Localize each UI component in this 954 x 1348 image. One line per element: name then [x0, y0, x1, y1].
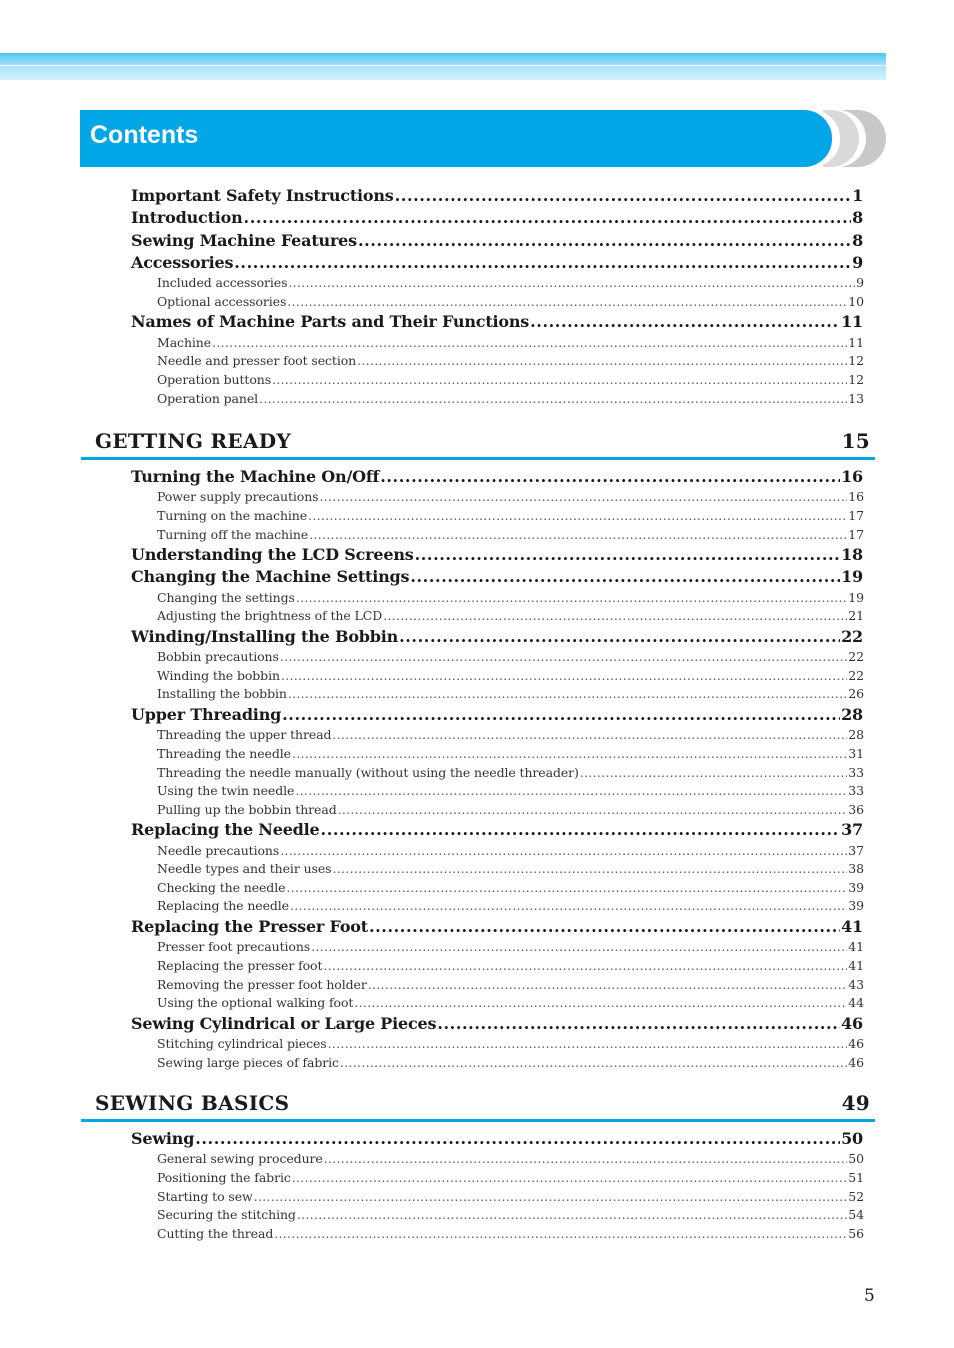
toc-leader-dots — [530, 312, 840, 331]
toc-entry-label: Replacing the needle — [157, 898, 289, 914]
toc-entry-page: 28 — [848, 727, 864, 743]
toc-entry-page: 18 — [841, 545, 863, 565]
toc-entry-page: 33 — [848, 783, 864, 799]
toc-sub-entry[interactable] — [157, 294, 864, 309]
toc-entry-page: 31 — [848, 745, 864, 761]
toc-entry-page: 17 — [848, 507, 864, 523]
toc-entry-label: Turning the Machine On/Off — [131, 467, 380, 486]
toc-entry-page: 43 — [848, 976, 864, 992]
toc-entry-page: 22 — [848, 667, 864, 683]
toc-entry-label: Starting to sew — [157, 1188, 253, 1204]
toc-entry-label: Removing the presser foot holder — [157, 976, 367, 992]
toc-entry-label: Bobbin precautions — [157, 649, 279, 665]
toc-sub-entry[interactable] — [157, 353, 864, 368]
toc-sub-entry[interactable] — [157, 275, 864, 290]
toc-sub-entry[interactable] — [157, 686, 864, 701]
toc-main-entry[interactable] — [131, 208, 863, 227]
toc-leader-dots — [295, 783, 847, 798]
toc-leader-dots — [357, 353, 847, 368]
toc-leader-dots — [282, 705, 840, 724]
toc-leader-dots — [399, 627, 840, 646]
toc-leader-dots — [580, 765, 847, 780]
toc-entry-page: 10 — [848, 293, 864, 309]
toc-entry-label: Upper Threading — [131, 705, 282, 724]
toc-entry-label: Power supply precautions — [157, 489, 319, 505]
toc-leader-dots — [292, 746, 847, 761]
toc-sub-entry[interactable] — [157, 1055, 864, 1070]
toc-leader-dots — [244, 208, 852, 227]
toc-entry-page: 19 — [848, 589, 864, 605]
toc-entry-page: 46 — [841, 1013, 863, 1033]
toc-sub-entry[interactable] — [157, 802, 864, 817]
toc-entry-label: Machine — [157, 334, 212, 350]
toc-entry-page: 11 — [841, 312, 863, 332]
toc-entry-label: Optional accessories — [157, 293, 287, 309]
toc-entry-label: Changing the settings — [157, 589, 295, 605]
toc-entry-label: Replacing the presser foot — [157, 957, 323, 973]
toc-entry-label: Pulling up the bobbin thread — [157, 801, 337, 817]
toc-entry-label: Winding/Installing the Bobbin — [131, 626, 399, 646]
toc-entry-label: Understanding the LCD Screens — [131, 545, 414, 565]
toc-leader-dots — [323, 958, 847, 973]
toc-main-entry[interactable] — [131, 186, 863, 205]
toc-leader-dots — [383, 608, 847, 623]
toc-leader-dots — [369, 917, 840, 936]
toc-entry-page: 16 — [848, 489, 864, 505]
toc-leader-dots — [328, 1036, 848, 1051]
toc-sub-entry[interactable] — [157, 977, 864, 992]
toc-entry-page: 39 — [848, 879, 864, 895]
toc-leader-dots — [288, 686, 847, 701]
toc-main-entry[interactable] — [131, 627, 863, 646]
toc-entry-label: Using the twin needle — [157, 783, 295, 799]
toc-sub-entry[interactable] — [157, 939, 864, 954]
toc-main-entry[interactable] — [131, 705, 863, 724]
toc-entry-label: Needle and presser foot section — [157, 353, 357, 369]
toc-sub-entry[interactable] — [157, 649, 864, 664]
page-title: Contents — [90, 121, 199, 149]
toc-entry-label: Positioning the fabric — [157, 1169, 291, 1185]
toc-main-entry[interactable] — [131, 917, 863, 936]
toc-leader-dots — [415, 545, 841, 564]
section-page: 49 — [841, 1091, 870, 1115]
toc-entry-label: Operation buttons — [157, 371, 272, 387]
toc-sub-entry[interactable] — [157, 608, 864, 623]
toc-main-entry[interactable] — [131, 312, 863, 331]
toc-entry-label: Changing the Machine Settings — [131, 567, 410, 587]
toc-sub-entry[interactable] — [157, 590, 864, 605]
toc-leader-dots — [280, 843, 847, 858]
toc-leader-dots — [290, 898, 847, 913]
toc-leader-dots — [254, 1189, 848, 1204]
page-number: 5 — [864, 1286, 875, 1306]
toc-entry-label: Replacing the Presser Foot — [131, 917, 368, 936]
toc-sub-entry[interactable] — [157, 391, 864, 406]
section-title: SEWING BASICS — [95, 1091, 290, 1115]
toc-entry-label: Installing the bobbin — [157, 686, 287, 702]
toc-main-entry[interactable] — [131, 1014, 863, 1033]
toc-entry-label: Important Safety Instructions — [131, 186, 394, 205]
toc-leader-dots — [212, 335, 847, 350]
toc-leader-dots — [292, 1170, 848, 1185]
toc-main-entry[interactable] — [131, 467, 863, 486]
toc-leader-dots — [368, 977, 848, 992]
toc-leader-dots — [321, 820, 841, 839]
toc-entry-page: 12 — [848, 371, 864, 387]
toc-entry-label: Threading the needle — [157, 745, 291, 761]
toc-entry-label: Securing the stitching — [157, 1207, 296, 1223]
toc-entry-page: 37 — [841, 820, 863, 840]
toc-entry-page: 21 — [848, 608, 864, 624]
toc-entry-label: Stitching cylindrical pieces — [157, 1036, 327, 1051]
toc-entry-page: 8 — [852, 208, 863, 228]
toc-main-entry[interactable] — [131, 231, 863, 250]
toc-entry-page: 16 — [841, 467, 863, 486]
toc-entry-page: 46 — [848, 1054, 864, 1070]
toc-sub-entry[interactable] — [157, 727, 864, 742]
toc-sub-entry[interactable] — [157, 958, 864, 973]
toc-entry-page: 46 — [848, 1036, 864, 1051]
section-heading[interactable] — [95, 1091, 870, 1115]
toc-leader-dots — [286, 880, 847, 895]
toc-entry-label: Cutting the thread — [157, 1225, 274, 1241]
section-rule — [81, 457, 875, 460]
section-rule — [81, 1119, 875, 1122]
toc-entry-page: 41 — [848, 957, 864, 973]
toc-leader-dots — [332, 861, 847, 876]
toc-entry-label: Turning on the machine — [157, 507, 308, 523]
toc-entry-label: Adjusting the brightness of the LCD — [157, 608, 383, 624]
toc-leader-dots — [380, 467, 840, 486]
toc-entry-page: 1 — [852, 186, 863, 205]
toc-leader-dots — [308, 508, 847, 523]
toc-entry-label: Replacing the Needle — [131, 820, 320, 840]
toc-entry-page: 17 — [848, 526, 864, 542]
toc-entry-label: Sewing — [131, 1129, 195, 1148]
toc-leader-dots — [358, 231, 851, 250]
toc-entry-page: 54 — [848, 1207, 864, 1223]
toc-entry-page: 44 — [848, 995, 864, 1011]
toc-main-entry[interactable] — [131, 545, 863, 564]
toc-main-entry[interactable] — [131, 1129, 863, 1148]
section-title: GETTING READY — [95, 429, 291, 453]
toc-sub-entry[interactable] — [157, 746, 864, 761]
toc-sub-entry[interactable] — [157, 1189, 864, 1204]
toc-entry-label: Included accessories — [157, 275, 288, 291]
toc-sub-entry[interactable] — [157, 1036, 864, 1051]
toc-entry-page: 28 — [841, 705, 863, 724]
toc-sub-entry[interactable] — [157, 1151, 864, 1166]
toc-sub-entry[interactable] — [157, 335, 864, 350]
toc-entry-label: Threading the needle manually (without using the needle threader) — [157, 764, 579, 780]
toc-entry-label: Presser foot precautions — [157, 939, 311, 955]
toc-entry-label: Introduction — [131, 208, 243, 228]
toc-sub-entry[interactable] — [157, 1226, 864, 1241]
toc-sub-entry[interactable] — [157, 668, 864, 683]
toc-entry-page: 19 — [841, 567, 863, 587]
toc-leader-dots — [288, 275, 855, 290]
toc-sub-entry[interactable] — [157, 1207, 864, 1222]
band-highlight-line — [0, 65, 886, 66]
toc-leader-dots — [281, 668, 847, 683]
toc-entry-page: 22 — [848, 649, 864, 665]
toc-entry-label: Using the optional walking foot — [157, 995, 354, 1011]
toc-leader-dots — [354, 995, 847, 1010]
toc-entry-page: 13 — [848, 390, 864, 406]
toc-entry-page: 37 — [848, 842, 864, 858]
top-decorative-band — [0, 53, 886, 80]
toc-leader-dots — [296, 590, 847, 605]
toc-entry-page: 26 — [848, 686, 864, 702]
toc-entry-page: 52 — [848, 1188, 864, 1204]
toc-entry-page: 8 — [852, 230, 863, 250]
toc-sub-entry[interactable] — [157, 372, 864, 387]
toc-leader-dots — [259, 391, 847, 406]
toc-entry-page: 9 — [856, 275, 864, 291]
toc-leader-dots — [272, 372, 847, 387]
toc-entry-page: 41 — [848, 939, 864, 955]
toc-leader-dots — [324, 1151, 848, 1166]
toc-leader-dots — [311, 939, 847, 954]
toc-entry-label: Accessories — [131, 252, 234, 272]
toc-leader-dots — [395, 186, 851, 205]
toc-leader-dots — [287, 294, 847, 309]
toc-entry-page: 56 — [848, 1225, 864, 1241]
toc-entry-label: Turning off the machine — [157, 526, 309, 542]
toc-entry-label: Needle precautions — [157, 842, 280, 858]
section-page: 15 — [841, 429, 870, 453]
toc-entry-page: 50 — [841, 1129, 863, 1148]
toc-entry-page: 41 — [841, 917, 863, 936]
toc-entry-page: 36 — [848, 801, 864, 817]
toc-leader-dots — [280, 649, 847, 664]
toc-leader-dots — [297, 1207, 847, 1222]
toc-leader-dots — [274, 1226, 847, 1241]
toc-sub-entry[interactable] — [157, 843, 864, 858]
toc-entry-label: Winding the bobbin — [157, 667, 280, 683]
toc-main-entry[interactable] — [131, 253, 863, 272]
toc-entry-page: 22 — [841, 626, 863, 646]
toc-sub-entry[interactable] — [157, 765, 864, 780]
toc-leader-dots — [332, 727, 847, 742]
toc-entry-label: Sewing large pieces of fabric — [157, 1054, 339, 1070]
toc-sub-entry[interactable] — [157, 880, 864, 895]
toc-entry-label: Names of Machine Parts and Their Functions — [131, 312, 530, 332]
toc-entry-page: 12 — [848, 353, 864, 369]
toc-entry-page: 39 — [848, 898, 864, 914]
toc-leader-dots — [195, 1129, 840, 1148]
section-heading[interactable] — [95, 429, 870, 453]
toc-main-entry[interactable] — [131, 820, 863, 839]
toc-entry-page: 51 — [848, 1169, 864, 1185]
toc-main-entry[interactable] — [131, 567, 863, 586]
toc-sub-entry[interactable] — [157, 861, 864, 876]
toc-sub-entry[interactable] — [157, 489, 864, 504]
toc-entry-page: 11 — [848, 334, 864, 350]
toc-sub-entry[interactable] — [157, 995, 864, 1010]
toc-entry-label: Checking the needle — [157, 879, 286, 895]
toc-sub-entry[interactable] — [157, 898, 864, 913]
toc-leader-dots — [437, 1014, 840, 1033]
toc-leader-dots — [338, 802, 848, 817]
toc-sub-entry[interactable] — [157, 783, 864, 798]
toc-entry-page: 33 — [848, 764, 864, 780]
contents-header-bar — [80, 110, 832, 167]
toc-leader-dots — [410, 567, 840, 586]
toc-entry-label: Operation panel — [157, 390, 259, 406]
toc-entry-label: Sewing Cylindrical or Large Pieces — [131, 1013, 437, 1033]
toc-sub-entry[interactable] — [157, 508, 864, 523]
toc-entry-page: 50 — [848, 1151, 864, 1167]
toc-leader-dots — [309, 527, 847, 542]
toc-entry-label: Sewing Machine Features — [131, 230, 357, 250]
toc-leader-dots — [319, 489, 847, 504]
toc-sub-entry[interactable] — [157, 527, 864, 542]
toc-sub-entry[interactable] — [157, 1170, 864, 1185]
toc-entry-label: Needle types and their uses — [157, 861, 332, 877]
toc-entry-label: General sewing procedure — [157, 1151, 323, 1167]
toc-leader-dots — [234, 253, 851, 272]
toc-entry-label: Threading the upper thread — [157, 727, 332, 743]
toc-leader-dots — [340, 1055, 847, 1070]
toc-entry-page: 9 — [852, 252, 863, 272]
toc-entry-page: 38 — [848, 861, 864, 877]
